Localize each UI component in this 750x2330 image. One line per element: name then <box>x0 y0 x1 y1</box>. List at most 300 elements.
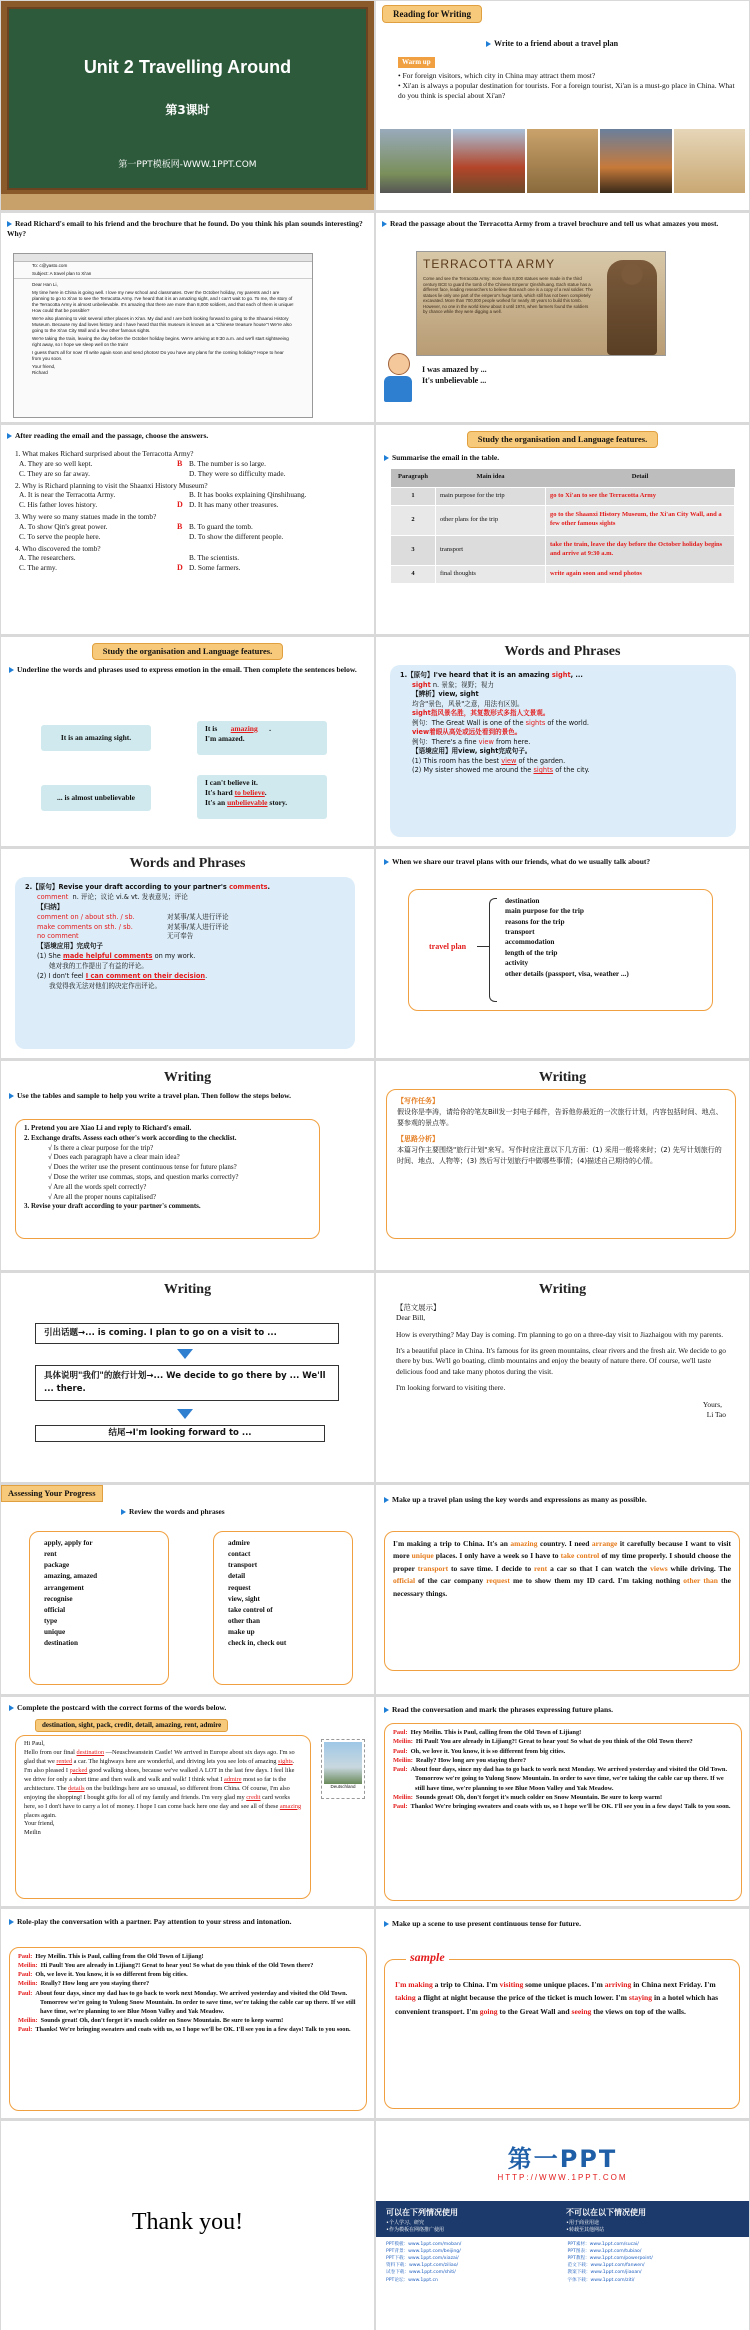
option-a[interactable]: A. They are so well kept. <box>19 458 93 468</box>
question-stem: 1. What makes Richard surprised about the Terracotta Army? <box>15 449 194 458</box>
option-row <box>19 490 365 500</box>
view-example-c: from here. <box>495 737 531 746</box>
essay-greeting: Dear Bill, <box>396 1313 426 1323</box>
speaker: Paul: <box>393 1747 408 1755</box>
slide-mindmap <box>376 849 749 1058</box>
assessing-tag: Assessing Your Progress <box>1 1485 103 1502</box>
option-a[interactable]: A. The researchers. <box>19 553 76 563</box>
review-word: view, sight <box>228 1594 260 1603</box>
answer-to-believe: to believe <box>234 788 265 798</box>
sight-example-word: sights <box>525 718 546 727</box>
text-run: a car. The highways here are wonderful, and driving lets you see lots of amazing <box>72 1757 278 1765</box>
text-run: places. I only have a week so I have to <box>433 1551 561 1561</box>
question-1: For foreign visitors, which city in China may attract them most? <box>402 71 596 80</box>
comment-original: 2.【原句】Revise your draft according to your partner's <box>25 883 227 891</box>
answer-mark: D <box>177 563 183 573</box>
practice-1-answer: view <box>501 756 517 765</box>
sight-meaning: n. 景象；视野；视力 <box>432 680 494 689</box>
resource-link[interactable]: PPT教程：www.1ppt.com/powerpoint/ <box>567 2256 653 2262</box>
essay-signature: Li Tao <box>706 1409 726 1419</box>
checklist-item: √ Does each paragraph have a clear main idea? <box>48 1153 180 1162</box>
xian-photos <box>380 129 745 193</box>
photo-city-wall <box>600 129 671 193</box>
text-run: some unique places. I'm <box>523 1980 605 1989</box>
review-word: unique <box>44 1628 66 1637</box>
forbidden-1: •用于商业用途 <box>566 2220 599 2226</box>
practice-1c: of the garden. <box>518 756 566 765</box>
summary-head-wrap <box>376 431 749 448</box>
text-run: card works here, so I don't have to carry a lot of money. I hope I can come back here one day and see all of these <box>24 1793 290 1810</box>
utterance: Really? How long are you staying there? <box>415 1756 527 1764</box>
speaker: Paul: <box>18 1953 33 1960</box>
comment-word: comments <box>229 883 268 891</box>
email-window <box>13 253 313 418</box>
roleplay-box <box>9 1947 367 2111</box>
task-line <box>486 39 618 50</box>
highlight-word: views <box>650 1563 668 1573</box>
review-subtitle <box>121 1507 225 1517</box>
lesson-label: 第3课时 <box>165 103 210 117</box>
postcard-question <box>9 1703 367 1713</box>
dialog-line <box>18 1989 358 2016</box>
option-c[interactable]: C. His father loves history. <box>19 500 98 510</box>
usage-1-cn: 对某事/某人进行评论 <box>167 912 229 921</box>
view-example-word: view <box>478 737 494 746</box>
mindmap-item: main purpose for the trip <box>505 906 584 916</box>
text-run: the necessary things. <box>393 1576 731 1598</box>
terracotta-question-text: Read the passage about the Terracotta Army from a travel brochure and tell us what amazes you most. <box>390 219 719 228</box>
option-c[interactable]: C. To serve the people here. <box>19 531 101 541</box>
im-amazed: I'm amazed. <box>205 734 245 744</box>
review-word: take control of <box>228 1605 273 1614</box>
essay-close: Yours, <box>702 1399 722 1409</box>
email-question <box>7 219 367 239</box>
email-body <box>14 279 312 379</box>
text-run: country. I need <box>537 1539 592 1548</box>
text-run: I'm making a trip to China. It's an <box>393 1539 511 1548</box>
emotion-question <box>9 665 367 675</box>
summary-question-text: Summarise the email in the table. <box>392 453 500 462</box>
email-para-1: My time here in China is going well. I love my new school and classmates. Over the October holiday, my parents and I are planning to go to Xi'an to see the Terracotta Army. I've heard that it is an amazing sight, and I can't wait to go. To me, the story of the Terracotta Army is almost unbelievable. It's amazing that there are more than 8,000 soldiers, and that each of them is unique! How could that be possible? <box>32 289 294 313</box>
text-run: the views on top of the walls. <box>591 2006 686 2016</box>
comment-summary-title: 【归纳】 <box>37 902 64 911</box>
resource-link[interactable]: 教案下载：www.1ppt.com/jiaoan/ <box>567 2270 642 2276</box>
essay-para-3: I'm looking forward to visiting there. <box>396 1383 506 1393</box>
option-b[interactable]: B. The number is so large. <box>189 458 266 468</box>
email-para-4: I guess that's all for now! I'll write again soon and send photos! Do you have any plans for the coming holiday? Hope to hear from you soon. <box>32 349 284 361</box>
highlight-word: staying <box>628 1993 653 2003</box>
highlight-word: details <box>68 1784 85 1792</box>
resource-link[interactable]: PPT下载：www.1ppt.com/xiazai/ <box>386 2256 459 2262</box>
answer-mark: B <box>177 458 183 468</box>
email-greeting: Dear Han Li, <box>32 281 58 287</box>
row-number: 2 <box>391 505 436 535</box>
row-number: 3 <box>391 535 436 565</box>
slide-writing-steps <box>1 1061 374 1270</box>
dialog-line <box>393 1802 733 1811</box>
resource-link[interactable]: PPT背景：www.1ppt.com/beijing/ <box>386 2249 461 2255</box>
link-grid <box>376 2237 749 2288</box>
text-run: a flight at night because the price of the ticket is much lower. I'm <box>415 1993 629 2003</box>
box-it-is: It is amazing . I'm amazed. <box>197 721 327 755</box>
review-word: amazing, amazed <box>44 1572 98 1581</box>
slide-postcard <box>1 1697 374 1906</box>
conversation-box <box>384 1723 742 1901</box>
sight-word: sight <box>551 671 571 679</box>
speaker: Paul: <box>18 1971 33 1979</box>
resource-link[interactable]: 资料下载：www.1ppt.com/ziliao/ <box>386 2263 459 2269</box>
review-word: package <box>44 1561 70 1570</box>
option-d[interactable]: D. To show the different people. <box>189 531 284 541</box>
practice-2a: (2) My sister showed me around the <box>412 766 532 775</box>
slide-choose <box>1 425 374 634</box>
emotion-head: Study the organisation and Language features. <box>92 643 283 660</box>
writing-steps-box <box>15 1119 320 1239</box>
checklist-item: √ Dose the writer use commas, stops, and question marks correctly? <box>48 1172 239 1181</box>
plan-paragraph <box>384 1531 740 1671</box>
review-word: rent <box>44 1550 57 1559</box>
question-stem: 4. Who discovered the tomb? <box>15 543 101 553</box>
option-a[interactable]: A. To show Qin's great power. <box>19 521 108 531</box>
comment-explanation: 2.【原句】Revise your draft according to your partner's comments. comment n. 评论；议论 vi.& vt. 发表意见；评论 【归纳】 comment on / about sth. / sb. 对某事/某人进行评论 make comments on sth. / sb. 对某事/某人进行评论 no comment 无可奉告 【语境应用】完成句子 (1) She made helpful comments on my work. 她对我的工作提出了有益的评论。 (2) I don't feel I can comment on their decision. 我觉得我无法对他们的决定作出评论。 <box>15 877 355 1049</box>
speaker: Meilin: <box>393 1738 413 1746</box>
photo-temple <box>453 129 524 193</box>
step-2: 2. Exchange drafts. Assess each other's work according to the checklist. <box>24 1133 237 1142</box>
sight-practice-title: 【语境应用】用view, sight完成句子。 <box>412 747 532 756</box>
option-a[interactable]: A. It is near the Terracotta Army. <box>19 490 116 500</box>
word-bank: destination, sight, pack, credit, detail, amazing, rent, admire <box>35 1719 228 1732</box>
sample-label: sample <box>406 1949 449 1965</box>
resource-link[interactable]: PPT论坛：www.1ppt.cn <box>386 2277 438 2283</box>
logo-text: 第一PPT <box>507 2145 618 2173</box>
summary-row <box>391 487 735 505</box>
option-row <box>19 532 365 542</box>
option-row <box>19 500 365 510</box>
option-d[interactable]: D. They were so difficulty made. <box>189 468 286 478</box>
speaker: Paul: <box>393 1729 408 1736</box>
option-row <box>19 469 365 479</box>
comment-usage-1 <box>37 913 345 923</box>
review-word: type <box>44 1617 58 1626</box>
slide-warmup <box>376 1 749 210</box>
highlight-word: rent <box>533 1563 548 1573</box>
text-run: Hi Paul, Hello from our final <box>24 1740 75 1756</box>
summary-head: Study the organisation and Language features. <box>467 431 658 448</box>
warm-up-badge: Warm up <box>398 57 435 68</box>
comment-ex-1-answer: made helpful comments <box>62 952 153 961</box>
text-run: in China next Friday. I'm <box>631 1980 716 1989</box>
dialog-line <box>393 1793 733 1802</box>
utterance: Oh, we love it. You know, it is so different from big cities. <box>35 1971 188 1979</box>
warmup-questions: • For foreign visitors, which city in China may attract them most? • Xi'an is always a popular destination for tourists. For a foreign tourist, Xi'an is a must-go place in China. What do you think is special about Xi'an? <box>398 71 735 101</box>
row-detail: go to Xi'an to see the Terracotta Army <box>546 487 735 505</box>
quiz-question <box>15 449 365 479</box>
text-run: good walking shoes, because we've walked A LOT in the last few days. I feel like we drive for only a short time and then walk and walk and walk! I think what I <box>24 1766 295 1783</box>
comment-ex-1-cn: 她对我的工作提出了有益的评论。 <box>49 962 148 971</box>
text-run: in a hotel which has convenient transport. I'm <box>395 1993 719 2016</box>
task-description: 假设你是李涛，请给你的笔友Bill发一封电子邮件，告诉他你最近的一次旅行计划，内容包括时间、地点、要参观的景点等。 <box>397 1108 723 1128</box>
highlight-word: sights <box>277 1757 293 1765</box>
option-b[interactable]: B. To guard the tomb. <box>189 521 253 531</box>
slide-sample-essay <box>376 1273 749 1482</box>
text-run: to save time. I decide to <box>448 1563 534 1573</box>
resource-link[interactable]: 范文下载：www.1ppt.com/fanwen/ <box>567 2263 645 2269</box>
review-word: apply, apply for <box>44 1539 93 1547</box>
slide-words-comment <box>1 849 374 1058</box>
chalk-tray <box>1 194 374 210</box>
step-1: 1. Pretend you are Xiao Li and reply to Richard's email. <box>24 1124 192 1132</box>
utterance: Sounds great! Oh, don't forget it's much colder on Snow Mountain. Be sure to keep warm! <box>40 2016 284 2024</box>
answer-amazing: amazing <box>230 724 258 733</box>
review-word: destination <box>44 1639 78 1648</box>
sight-explanation <box>390 665 736 837</box>
review-word: recognise <box>44 1594 73 1603</box>
row-detail: go to the Shaanxi History Museum, the Xi'an City Wall, and a few other famous sights <box>546 505 735 535</box>
phrase-unbelievable: It's unbelievable ... <box>422 375 487 385</box>
stamp <box>321 1739 365 1799</box>
utterance: Oh, we love it. You know, it is so different from big cities. <box>410 1747 566 1755</box>
make-plan-question-text: Make up a travel plan using the key words and expressions as many as possible. <box>392 1495 647 1504</box>
highlight-word: packed <box>69 1766 88 1774</box>
text-run: places again. Your friend, Meilin <box>24 1811 57 1837</box>
comment-ex-2-cn: 我觉得我无法对他们的决定作出评论。 <box>49 981 162 990</box>
highlight-word: other than <box>683 1576 718 1586</box>
email-toolbar <box>14 254 312 262</box>
review-word: request <box>228 1583 251 1592</box>
review-word: arrangement <box>44 1583 84 1592</box>
word-list-left <box>29 1531 169 1685</box>
essay-body <box>396 1303 736 1420</box>
email-subject: Subject: A travel plan to Xi'an <box>14 270 312 279</box>
mindmap-items <box>505 896 629 979</box>
usage-3-cn: 无可奉告 <box>167 932 194 941</box>
unit-title: Unit 2 Travelling Around <box>83 57 292 77</box>
resource-link[interactable]: 字体下载：www.1ppt.com/ziti/ <box>567 2277 635 2283</box>
task-title: Writing <box>538 1070 587 1085</box>
sight-example-a: 例句：The Great Wall is one of the <box>412 718 524 727</box>
utterance: Thanks! We're bringing sweaters and coats with us, so I hope we'll be OK. I'll see you in a few days! Talk to you soon. <box>35 2026 351 2033</box>
view-example-a: 例句：There's a fine <box>412 737 477 746</box>
utterance: Hi Paul! You are already in Lijiang?! Great to hear you! So what do you think of the Old Town there? <box>40 1962 314 1970</box>
checklist-item: √ Is there a clear purpose for the trip? <box>48 1143 154 1152</box>
email-question-text: Read Richard's email to his friend and the brochure that he found. Do you think his plan sounds interesting? Why? <box>7 219 363 239</box>
option-d[interactable]: D. It has many other treasures. <box>189 500 279 510</box>
word-list-right <box>213 1531 353 1685</box>
row-main-idea: final thoughts <box>436 565 546 583</box>
its-an-prefix: It's an <box>205 798 226 808</box>
text-run: a trip to China. I'm <box>432 1980 500 1989</box>
mindmap-item: reasons for the trip <box>505 916 565 926</box>
writing-question-text: Use the tables and sample to help you write a travel plan. Then follow the steps below. <box>17 1091 292 1100</box>
slide-template-info <box>376 2121 749 2330</box>
brochure-image <box>416 251 666 356</box>
utterance: About four days, since my dad has to go back to work next Monday. We arrived yesterday and visited the Old Town. Tomorrow we're going to Yulong Snow Mountain. In order to save time, we're taking the cable car up there. If we still have time, we're planning to see Blue Moon Valley and Yak Meadow. <box>410 1766 728 1792</box>
forbidden-title: 不可以在以下情况使用 <box>566 2208 646 2217</box>
dialog-line <box>18 1961 358 1970</box>
slide-conversation <box>376 1697 749 1906</box>
highlight-word: going <box>479 2006 498 2016</box>
brochure-heading: TERRACOTTA ARMY <box>423 257 556 271</box>
highlight-word: seeing <box>571 2006 592 2016</box>
words-title-2: Words and Phrases <box>129 856 246 871</box>
review-word: detail <box>228 1572 246 1581</box>
highlight-word: I'm making <box>395 1980 433 1989</box>
mindmap-center: travel plan <box>429 942 467 951</box>
resource-link[interactable]: PPT模板：www.1ppt.com/moban/ <box>386 2242 462 2247</box>
dialog-line <box>393 1728 733 1737</box>
highlight-word: visiting <box>499 1980 524 1989</box>
summary-row <box>391 535 735 565</box>
practice-1a: (1) This room has the best <box>412 756 500 765</box>
quiz-list <box>15 449 365 575</box>
highlight-word: taking <box>395 1993 416 2003</box>
words-title: Words and Phrases <box>504 644 621 659</box>
answer-unbelievable: unbelievable <box>227 798 268 808</box>
comment-headword: comment <box>37 892 69 901</box>
sight-compare: 【辨析】view, sight <box>412 690 479 699</box>
speaker: Meilin: <box>18 1962 38 1970</box>
usage-3-en: no comment <box>37 932 79 941</box>
question-2: Xi'an is always a popular destination for tourists. For a foreign tourist, Xi'an is a must-go place in China. What do you think is special about Xi'an? <box>398 81 735 101</box>
outline-body: 具体说明"我们"的旅行计划→... We decide to go there by ... We'll ... there. <box>35 1365 339 1401</box>
speaker: Paul: <box>18 2026 33 2033</box>
email-to: To: c@yasto.com <box>32 263 68 268</box>
student-cartoon <box>384 353 414 408</box>
comment-ex-2-answer: I can comment on their decision <box>85 972 206 981</box>
mindmap-brace <box>489 898 497 1002</box>
allowed-title: 可以在下列情况使用 <box>386 2208 458 2217</box>
highlight-word: arriving <box>604 1980 632 1989</box>
arrow-down-icon <box>177 1349 193 1359</box>
scene-question-text: Make up a scene to use present continuous tense for future. <box>392 1919 581 1928</box>
speaker: Meilin: <box>393 1756 413 1764</box>
step-3: 3. Revise your draft according to your partner's comments. <box>24 1202 201 1211</box>
highlight-word: transport <box>417 1563 449 1573</box>
slide-thanks <box>1 2121 374 2330</box>
slide-summary <box>376 425 749 634</box>
essay-para-2: It's a beautiful place in China. It's famous for its green mountains, clear rivers and the fresh air. We decide to go there by bus. We'll go boating, climb mountains and enjoy the beauty of nature there. Of course, we'll taste delicious food and take many photos during the visit. <box>396 1346 726 1376</box>
highlight-word: rented <box>56 1757 73 1765</box>
slide-writing-task <box>376 1061 749 1270</box>
col-detail: Detail <box>631 473 649 481</box>
utterance: Hi Paul! You are already in Lijiang?! Great to hear you! So what do you think of the Old Town there? <box>415 1738 693 1746</box>
postcard-question-text: Complete the postcard with the correct forms of the words below. <box>17 1703 227 1712</box>
highlight-word: official <box>393 1576 416 1586</box>
option-c[interactable]: C. The army. <box>19 563 57 573</box>
col-main-idea: Main idea <box>476 473 505 481</box>
highlight-word: unique <box>411 1551 434 1561</box>
mindmap-item: transport <box>505 927 535 937</box>
mindmap-item: activity <box>505 958 529 968</box>
speaker: Meilin: <box>393 1793 413 1801</box>
mindmap-box <box>408 889 713 1011</box>
dialog-line <box>18 2025 358 2034</box>
arrow-down-icon <box>177 1409 193 1419</box>
review-word: check in, check out <box>228 1639 287 1648</box>
question-stem: 2. Why is Richard planning to visit the Shaanxi History Museum? <box>15 480 208 490</box>
summary-question <box>384 453 499 463</box>
thank-you-text: Thank you! <box>131 2209 244 2235</box>
sight-original: 1.【原句】I've heard that it is an amazing <box>400 671 550 679</box>
mindmap-item: destination <box>505 896 540 905</box>
logo-area <box>376 2121 749 2199</box>
resource-link[interactable]: 试卷下载：www.1ppt.com/shiti/ <box>386 2270 456 2276</box>
email-para-3: We're taking the train, leaving the day before the October holiday begins. We're arriving at 9:30 a.m. and we'll start sightseeing right away, so I hope we sleep well on the train! <box>32 335 289 347</box>
box-almost-unbelievable: ... is almost unbelievable <box>41 785 151 811</box>
checklist <box>48 1144 311 1203</box>
highlight-word: destination <box>76 1748 105 1756</box>
photo-food <box>674 129 745 193</box>
text-run: —Neuschwanstein Castle! We arrived in Europe about six days ago. I'm so glad that we <box>24 1748 295 1765</box>
dialog-line <box>18 1952 358 1961</box>
roleplay-question-text: Role-play the conversation with a partner. Pay attention to your stress and intonation. <box>17 1917 292 1926</box>
comment-ex-1c: on my work. <box>154 952 196 961</box>
mindmap-item: other details (passport, visa, weather ...) <box>505 968 629 978</box>
resource-link[interactable]: PPT图表：www.1ppt.com/tubiao/ <box>567 2249 642 2255</box>
comment-usage-3 <box>37 932 345 942</box>
text-run: of my time properly. I should choose the proper <box>393 1551 731 1573</box>
brochure-body: Come and see the Terracotta Army: more than 8,000 statues were made in the third century BCE to guard the tomb of the Chinese Emperor Qinshihuang. Each statue has a different face, leading researchers to believe that each one is a copy of a real soldier. The statues lie only one part of the emperor's huge tomb, which still has not been completely excavated. More than 700,000 people worked for nearly 40 years to build this tomb. However, no one in the world knew about it until 1974, when farmers found the soldiers by chance while they were digging a well. <box>423 276 593 315</box>
slide-assessing <box>1 1485 374 1694</box>
summary-row <box>391 565 735 583</box>
cartoon-body <box>384 376 412 402</box>
summary-table <box>390 469 735 584</box>
essay-title: Writing <box>538 1282 587 1297</box>
quiz-question <box>15 481 365 511</box>
slide-writing-outline <box>1 1273 374 1482</box>
stamp-label: Deutschland <box>330 1784 356 1789</box>
outline-title: Writing <box>163 1282 212 1297</box>
analysis-description: 本篇习作主要围绕"旅行计划"来写。写作时应注意以下几方面：(1) 采用一般将来时；(2) 先写计划旅行的时间、地点、人物等；(3) 然后写计划旅行中做哪些事情；(4)描述自己期待的心情。 <box>397 1145 722 1165</box>
dialog-line <box>18 2016 358 2025</box>
option-b[interactable]: B. It has books explaining Qinshihuang. <box>189 490 307 500</box>
utterance: Sounds great! Oh, don't forget it's much colder on Snow Mountain. Be sure to keep warm! <box>415 1793 663 1801</box>
resource-link[interactable]: PPT素材：www.1ppt.com/sucai/ <box>567 2242 639 2247</box>
links-panel <box>376 2237 749 2330</box>
option-c[interactable]: C. They are so far away. <box>19 468 90 478</box>
dialog-line <box>393 1737 733 1746</box>
checklist-item: √ Are all the words spelt correctly? <box>48 1182 147 1191</box>
text-run: a car so that I can watch the <box>547 1563 651 1573</box>
slide-title <box>1 1 374 210</box>
slide-roleplay <box>1 1909 374 2118</box>
outline-intro: 引出话题→... is coming. I plan to go on a visit to ... <box>35 1323 339 1344</box>
option-d[interactable]: D. Some farmers. <box>189 563 241 573</box>
dialog-line <box>393 1756 733 1765</box>
row-number: 4 <box>391 565 436 583</box>
terracotta-question <box>382 219 742 229</box>
logo-url: HTTP://WWW.1PPT.COM <box>497 2173 628 2182</box>
quiz-question <box>15 544 365 574</box>
email-to-value: c@yasto.com <box>39 263 68 268</box>
text-run: of the car company <box>415 1576 487 1586</box>
speaker: Paul: <box>393 1803 408 1811</box>
slide-email <box>1 213 374 422</box>
answer-mark: D <box>177 500 183 510</box>
emotion-head-wrap <box>1 643 374 660</box>
review-word: admire <box>228 1539 250 1547</box>
option-b[interactable]: B. The scientists. <box>189 553 240 563</box>
mindmap-item: accommodation <box>505 937 555 947</box>
allowed-2: •作为模板在网络推广使用 <box>386 2227 444 2233</box>
sight-example-c: of the world. <box>547 718 589 727</box>
slide-emotion <box>1 637 374 846</box>
review-word: official <box>44 1605 66 1614</box>
photo-terracotta <box>527 129 598 193</box>
task-text: Write to a friend about a travel plan <box>494 39 619 48</box>
review-word: make up <box>228 1628 255 1637</box>
comment-ex-1a: (1) She <box>37 952 61 961</box>
